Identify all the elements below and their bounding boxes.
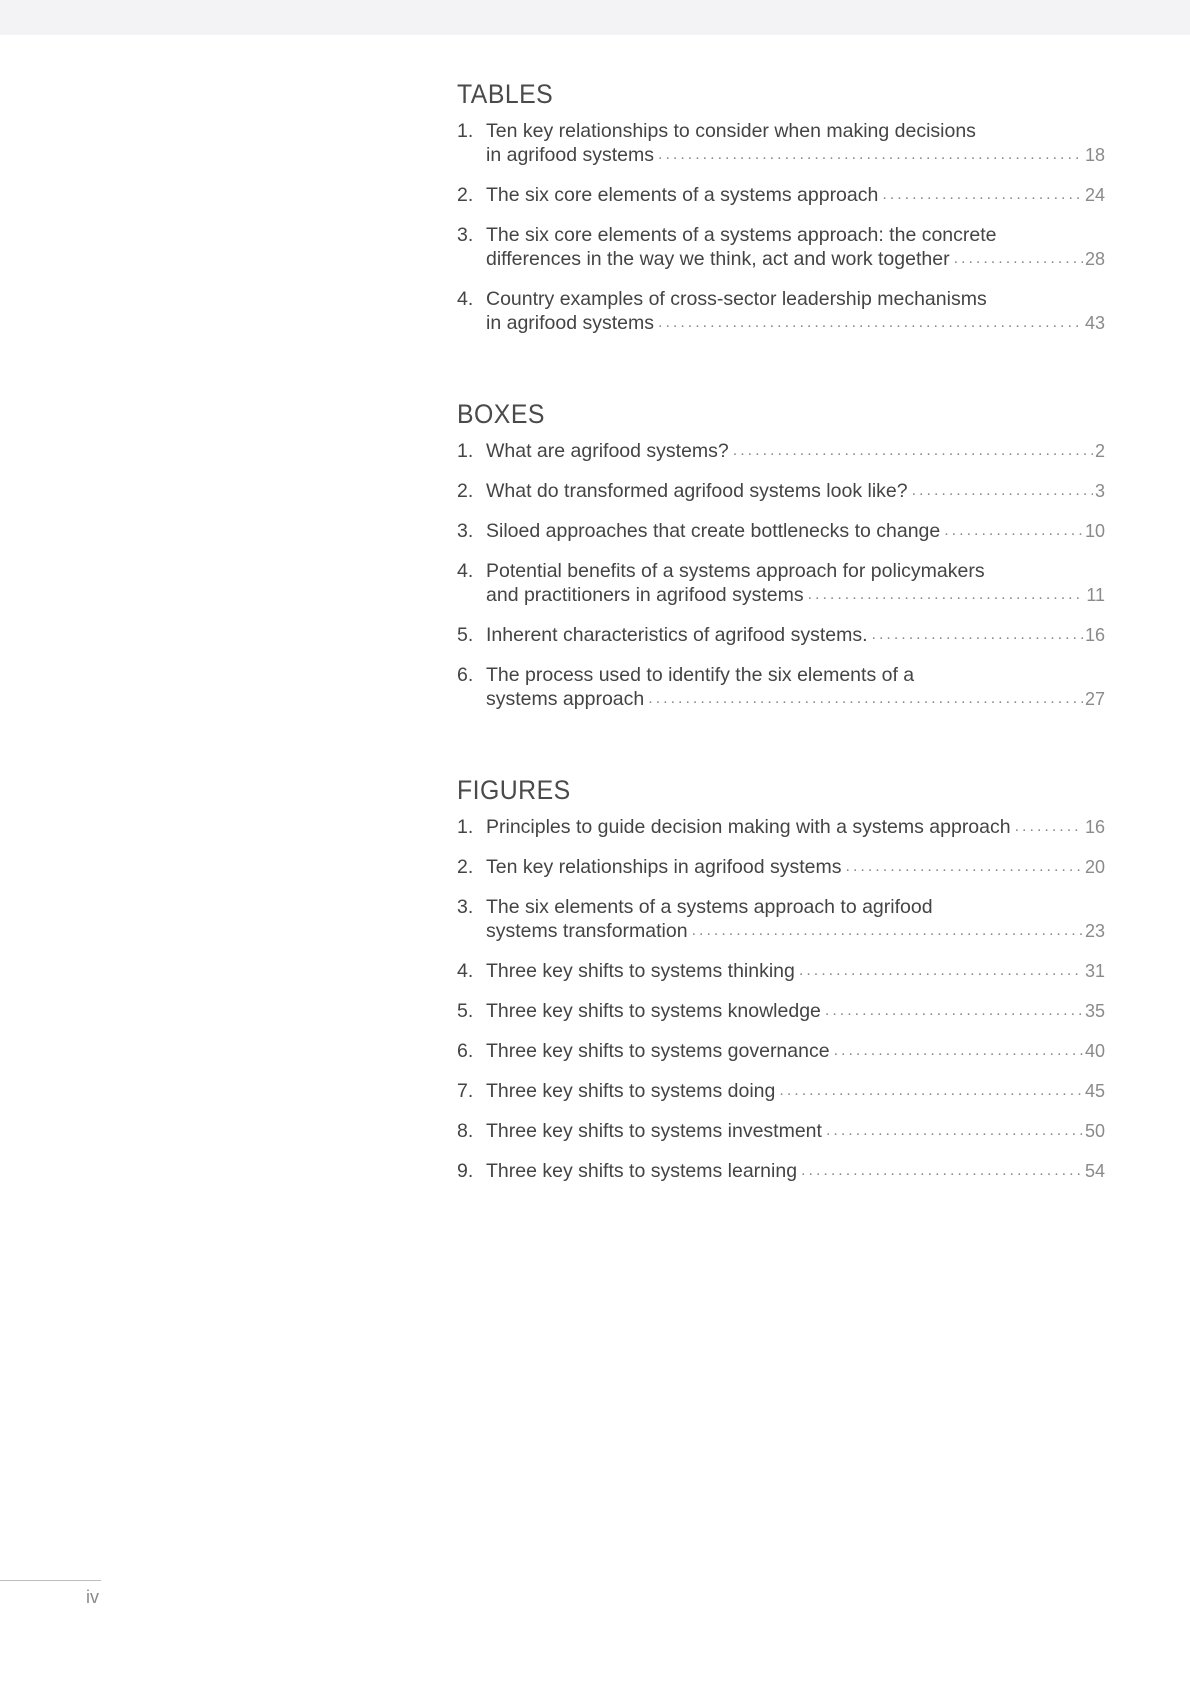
section-title: FIGURES	[457, 775, 571, 805]
footer-rule	[0, 1580, 101, 1581]
dot-leader	[799, 959, 1083, 983]
entry-last-line	[486, 959, 1105, 983]
entry-number: 4.	[457, 960, 474, 982]
entry-title-line: Country examples of cross-sector leadership mechanisms	[486, 288, 987, 310]
toc-entry[interactable]	[457, 1039, 1105, 1063]
entry-last-line	[486, 687, 1105, 711]
section-tables	[457, 75, 1105, 335]
entry-last-line	[486, 479, 1105, 503]
entry-number: 3.	[457, 896, 474, 918]
dot-leader	[846, 855, 1083, 879]
entry-last-line	[486, 855, 1105, 879]
entry-title-line: Three key shifts to systems governance	[486, 1040, 830, 1062]
entry-title-line: The six core elements of a systems approach: the concrete	[486, 224, 997, 246]
entry-number: 3.	[457, 224, 474, 246]
entry-title-line: The six elements of a systems approach to agrifood	[486, 896, 933, 918]
entry-title-line: Three key shifts to systems knowledge	[486, 1000, 821, 1022]
entry-title-line: Ten key relationships in agrifood systems	[486, 856, 842, 878]
entry-title-line: The process used to identify the six elements of a	[486, 664, 915, 686]
toc-entry[interactable]	[457, 999, 1105, 1023]
section-title: TABLES	[457, 79, 554, 109]
entry-page-number: 20	[1084, 857, 1105, 877]
toc-entry[interactable]	[457, 519, 1105, 543]
entry-title-line: Inherent characteristics of agrifood systems.	[486, 624, 868, 646]
entry-page-number: 11	[1086, 585, 1105, 605]
entry-number: 1.	[457, 120, 474, 142]
entry-number: 4.	[457, 560, 474, 582]
entry-title-line: What are agrifood systems?	[486, 440, 729, 462]
toc-entry[interactable]	[457, 895, 1105, 943]
dot-leader	[944, 519, 1083, 543]
toc-entry[interactable]	[457, 119, 1105, 167]
dot-leader	[1015, 815, 1083, 839]
entry-last-line	[486, 623, 1105, 647]
entry-number: 8.	[457, 1120, 474, 1142]
entry-number: 3.	[457, 520, 474, 542]
entry-title-line: systems transformation	[486, 920, 688, 942]
entry-title-line: Principles to guide decision making with a systems approach	[486, 816, 1011, 838]
entry-number: 6.	[457, 1040, 474, 1062]
entry-title-line: Three key shifts to systems doing	[486, 1080, 776, 1102]
dot-leader	[692, 919, 1083, 943]
entry-title-line: and practitioners in agrifood systems	[486, 584, 804, 606]
dot-leader	[801, 1159, 1083, 1183]
entry-title-line: Three key shifts to systems learning	[486, 1160, 798, 1182]
entry-number: 2.	[457, 480, 474, 502]
entry-last-line	[486, 247, 1105, 271]
section-boxes	[457, 395, 1105, 711]
entry-page-number: 28	[1084, 249, 1105, 269]
dot-leader	[808, 583, 1085, 607]
entry-last-line	[486, 1159, 1105, 1183]
toc-entry[interactable]	[457, 559, 1105, 607]
entry-number: 5.	[457, 624, 474, 646]
toc-entry[interactable]	[457, 183, 1105, 207]
entry-page-number: 54	[1084, 1161, 1105, 1181]
entry-number: 2.	[457, 184, 474, 206]
entry-number: 9.	[457, 1160, 474, 1182]
toc-entry[interactable]	[457, 623, 1105, 647]
toc-entry[interactable]	[457, 1119, 1105, 1143]
entry-page-number: 50	[1084, 1121, 1105, 1141]
section-figures	[457, 771, 1105, 1183]
entry-title-line: systems approach	[486, 688, 645, 710]
entry-title-line: Three key shifts to systems investment	[486, 1120, 822, 1142]
entry-number: 4.	[457, 288, 474, 310]
entry-page-number: 31	[1084, 961, 1105, 981]
dot-leader	[658, 143, 1083, 167]
entry-title-line: Three key shifts to systems thinking	[486, 960, 795, 982]
entry-page-number: 3	[1094, 481, 1105, 501]
entry-last-line	[486, 519, 1105, 543]
entry-number: 2.	[457, 856, 474, 878]
dot-leader	[834, 1039, 1083, 1063]
toc-entry[interactable]	[457, 663, 1105, 711]
entry-page-number: 16	[1084, 625, 1105, 645]
entry-last-line	[486, 143, 1105, 167]
dot-leader	[658, 311, 1083, 335]
entry-last-line	[486, 311, 1105, 335]
entry-last-line	[486, 1039, 1105, 1063]
entry-last-line	[486, 439, 1105, 463]
entry-number: 6.	[457, 664, 474, 686]
entry-number: 1.	[457, 440, 474, 462]
entry-title-line: Siloed approaches that create bottlenecks to change	[486, 520, 941, 542]
entry-page-number: 45	[1084, 1081, 1105, 1101]
top-band	[0, 0, 1190, 35]
toc-entry[interactable]	[457, 815, 1105, 839]
dot-leader	[872, 623, 1083, 647]
entry-last-line	[486, 919, 1105, 943]
entry-title-line: in agrifood systems	[486, 312, 654, 334]
dot-leader	[882, 183, 1083, 207]
entry-title-line: Potential benefits of a systems approach for policymakers	[486, 560, 985, 582]
entry-last-line	[486, 999, 1105, 1023]
entry-number: 7.	[457, 1080, 474, 1102]
contents-list	[457, 75, 1105, 1199]
entry-title-line: differences in the way we think, act and work together	[486, 248, 950, 270]
entry-title-line: The six core elements of a systems approach	[486, 184, 879, 206]
dot-leader	[826, 1119, 1083, 1143]
dot-leader	[779, 1079, 1083, 1103]
toc-entry[interactable]	[457, 479, 1105, 503]
entry-number: 1.	[457, 816, 474, 838]
entry-page-number: 10	[1084, 521, 1105, 541]
entry-last-line	[486, 1079, 1105, 1103]
toc-entry[interactable]	[457, 287, 1105, 335]
entry-last-line	[486, 1119, 1105, 1143]
footer-page-number: iv	[86, 1587, 99, 1607]
entry-page-number: 18	[1084, 145, 1105, 165]
entry-page-number: 35	[1084, 1001, 1105, 1021]
dot-leader	[825, 999, 1083, 1023]
toc-entry[interactable]	[457, 439, 1105, 463]
entry-last-line	[486, 583, 1105, 607]
toc-entry[interactable]	[457, 855, 1105, 879]
entry-page-number: 24	[1084, 185, 1105, 205]
entry-page-number: 40	[1084, 1041, 1105, 1061]
toc-entry[interactable]	[457, 1079, 1105, 1103]
entry-page-number: 27	[1084, 689, 1105, 709]
entry-page-number: 23	[1084, 921, 1105, 941]
toc-entry[interactable]	[457, 1159, 1105, 1183]
entry-page-number: 43	[1084, 313, 1105, 333]
dot-leader	[733, 439, 1093, 463]
entry-last-line	[486, 183, 1105, 207]
entry-page-number: 2	[1094, 441, 1105, 461]
entry-number: 5.	[457, 1000, 474, 1022]
section-title: BOXES	[457, 399, 545, 429]
entry-page-number: 16	[1084, 817, 1105, 837]
entry-title-line: in agrifood systems	[486, 144, 654, 166]
dot-leader	[648, 687, 1083, 711]
entry-title-line: Ten key relationships to consider when making decisions	[486, 120, 976, 142]
toc-entry[interactable]	[457, 223, 1105, 271]
entry-title-line: What do transformed agrifood systems look like?	[486, 480, 908, 502]
dot-leader	[912, 479, 1093, 503]
entry-last-line	[486, 815, 1105, 839]
dot-leader	[954, 247, 1083, 271]
toc-entry[interactable]	[457, 959, 1105, 983]
